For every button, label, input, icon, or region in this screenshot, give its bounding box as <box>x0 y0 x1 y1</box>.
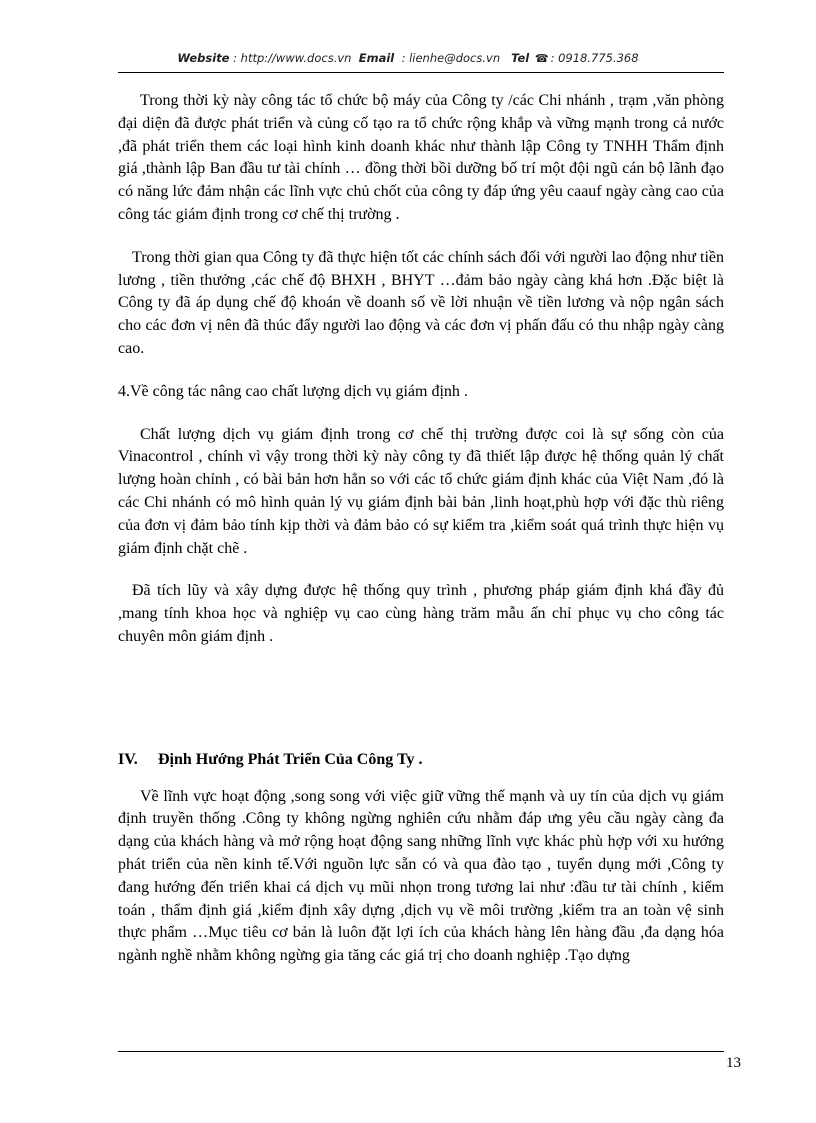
email-label: Email <box>358 51 395 65</box>
paragraph-org-structure: Trong thời kỳ này công tác tổ chức bộ máy của Công ty /các Chi nhánh , trạm ,văn phòng đại diện đã được phát triển và củng cố tạo ra tổ chức rộng khắp và vững mạnh trong cả nước ,đã phát triển them các loại hình kinh doanh khác như thành lập Công ty TNHH Thẩm định giá ,thành lập Ban đầu tư tài chính … đồng thời bồi dưỡng bố trí một đội ngũ cán bộ lãnh đạo có năng lức đảm nhận các lĩnh vực chủ chốt của công ty đáp ứng yêu caauf ngày càng cao của công tác giám định trong cơ chế thị trường . <box>118 92 724 223</box>
header-divider <box>118 72 724 73</box>
website-value: : http://www.docs.vn <box>233 51 352 65</box>
website-label: Website <box>177 51 230 65</box>
tel-label: Tel <box>511 51 530 65</box>
section-heading <box>118 749 724 772</box>
paragraph-labor-policy: Trong thời gian qua Công ty đã thực hiện tốt các chính sách đối với người lao động như tiền lương , tiền thưởng ,các chế độ BHXH , BHYT …đảm bảo ngày càng khá hơn .Đặc biệt là Công ty đã áp dụng chế độ khoán về doanh số về lời nhuận về tiền lương và nộp ngân sách cho các đơn vị nên đã thúc đẩy người lao động và các đơn vị phấn đấu có thu nhập ngày càng cao. <box>118 248 724 357</box>
document-body <box>118 90 724 988</box>
email-value: : lienhe@docs.vn <box>401 51 501 65</box>
paragraph-development-direction: Về lĩnh vực hoạt động ,song song với việc giữ vững thế mạnh và uy tín của dịch vụ giám định truyền thống .Công ty không ngừng nghiên cứu nhằm đáp ưng yêu cầu ngày càng đa dạng của khách hàng và mở rộng hoạt động sang những lĩnh vực khác phù hợp với xu hướng phát triển của nền kinh tế.Với nguồn lực sẵn có và qua đào tạo , tuyển dụng mới ,Công ty đang hướng đến triển khai cá dịch vụ mũi nhọn trong tương lai như :đầu tư tài chính , kiểm toán , thẩm định giá ,kiểm định xây dựng ,dịch vụ về môi trường ,kiểm tra an toàn vệ sinh thực phẩm …Mục tiêu cơ bản là luôn đặt lợi ích của khách hàng lên hàng đầu ,đa dạng hóa ngành nghề nhằm không ngừng gia tăng các giá trị cho doanh nghiệp .Tạo dựng <box>118 787 724 965</box>
page-number: 13 <box>726 1055 741 1071</box>
section-number: IV. <box>118 750 138 768</box>
tel-value: : 0918.775.368 <box>550 51 639 65</box>
paragraph-quality-system: Chất lượng dịch vụ giám định trong cơ chế thị trường được coi là sự sống còn của Vinacontrol , chính vì vậy trong thời kỳ này công ty đã thiết lập được hệ thống quản lý chất lượng hoàn chỉnh , có bài bản hơn hẳn so với các tổ chức giám định khác của Việt Nam ,đó là các Chi nhánh có mô hình quản lý vụ giám định bài bản ,linh hoạt,phù hợp với đặc thù riêng của đơn vị đảm bảo tính kịp thời và đảm bảo có sự kiểm tra ,kiểm soát quá trình thực hiện vụ giám định chặt chẽ . <box>118 425 724 557</box>
page-header <box>0 51 816 65</box>
paragraph-procedures: Đã tích lũy và xây dựng được hệ thống quy trình , phương pháp giám định khá đầy đủ ,mang tính khoa học và nghiệp vụ cao cùng hàng trăm mẫu ấn chỉ phục vụ cho công tác chuyên môn giám định . <box>118 582 724 645</box>
phone-icon: ☎ <box>534 52 549 65</box>
footer-divider <box>118 1051 724 1052</box>
subsection-heading-quality: 4.Về công tác nâng cao chất lượng dịch vụ giám định . <box>118 382 468 400</box>
section-title: Định Hướng Phát Triển Của Công Ty . <box>158 750 423 768</box>
